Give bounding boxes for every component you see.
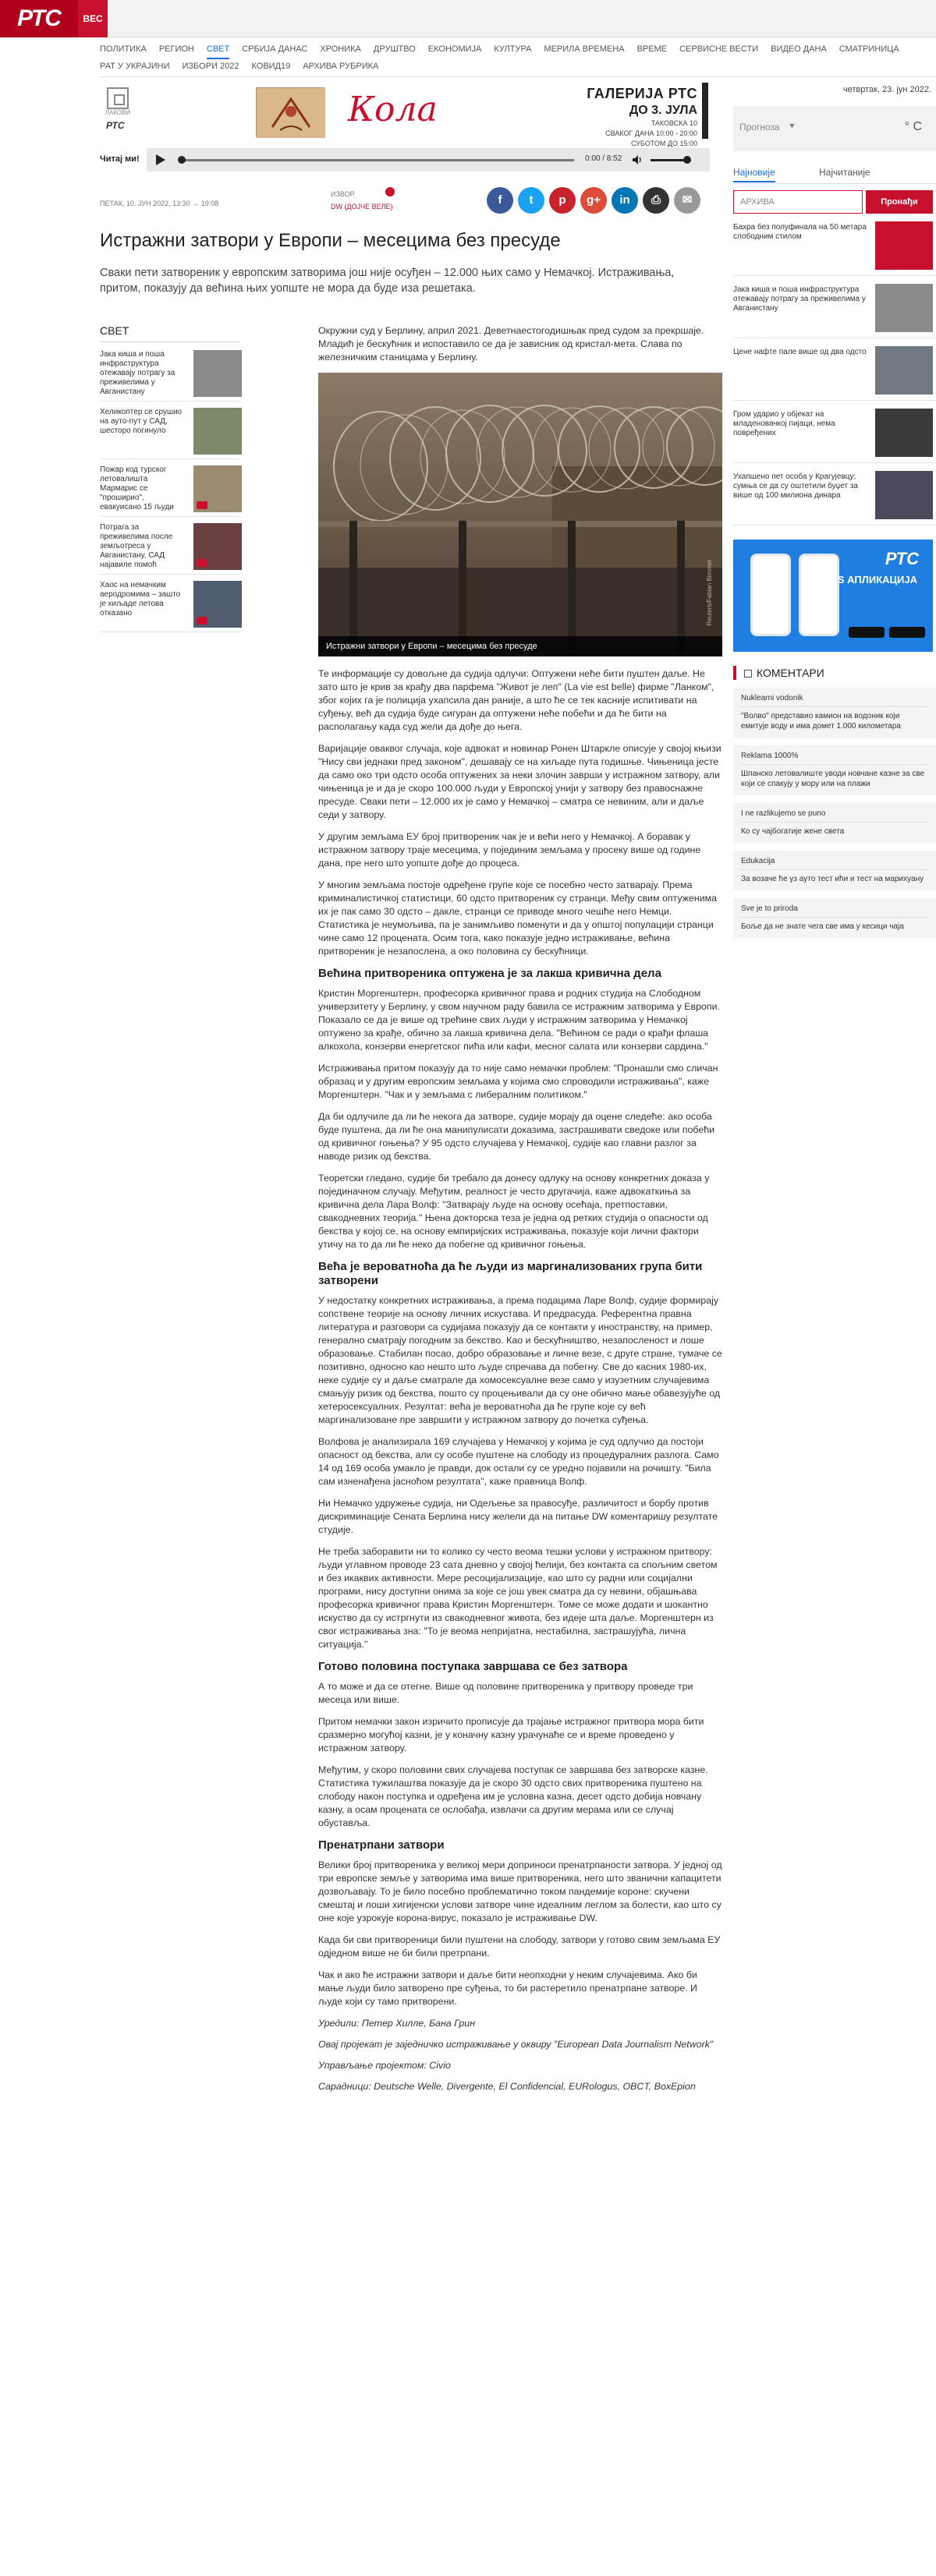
latest-news-item[interactable] xyxy=(733,221,936,276)
weather-city-select[interactable]: ▼ xyxy=(788,122,796,131)
latest-news-thumbnail xyxy=(875,346,933,395)
image-caption: Истражни затвори у Европи – месецима без пресуде xyxy=(318,636,722,656)
latest-news-item[interactable] xyxy=(733,284,936,338)
article-paragraph: Варијације оваквог случаја, које адвокат и новинар Ронен Штаркле описује у својој књизи "Нису сви једнаки пред законом", дешавају се на хиљаде пута годишње. Чињеница јесте да само око три одсто особа оптужених за неки злочин заврши у истражном затвору, али чињеница је и да је скоро 100.000 људи у Европској унији у затвору без правоснажне пресуде. Сваки пети – 12.000 их је само у Немачкој – сматра се невиним, али и даље седи у затвору. xyxy=(318,743,722,820)
latest-news-title: Ухапшено пет особа у Крагујевцу; сумња се да су оштетили буџет за више од 100 милиона динара xyxy=(733,472,858,500)
read-aloud-label: Читај ми! xyxy=(100,154,140,164)
nav-divider xyxy=(100,76,936,77)
nav-item[interactable]: ВИДЕО ДАНА xyxy=(771,44,827,54)
ad-phone-1 xyxy=(750,554,791,636)
comment-author-title: Sve je to priroda xyxy=(741,904,798,913)
twitter-share-icon[interactable]: t xyxy=(518,187,544,214)
comment-item[interactable] xyxy=(733,803,936,843)
latest-news-thumbnail xyxy=(875,221,933,270)
rts-logo[interactable]: РТС xyxy=(0,0,78,37)
latest-news-item[interactable] xyxy=(733,409,936,463)
comments-list xyxy=(733,688,936,938)
comment-article-link[interactable]: За возаче ће уз ауто тест ићи и тест на марихуану xyxy=(741,869,928,884)
article-credit-line: Овај пројекат је заједничко истраживање у оквиру "European Data Journalism Network" xyxy=(318,2039,714,2050)
top-bar xyxy=(0,0,936,37)
banner-frame-icon: ЛАКОВИ xyxy=(105,84,131,131)
sidebar-news-thumbnail xyxy=(193,581,242,628)
sidebar-list xyxy=(100,350,240,632)
audio-progress-handle[interactable] xyxy=(178,156,186,164)
nav-item[interactable]: ПОЛИТИКА xyxy=(100,44,147,54)
comment-item[interactable] xyxy=(733,745,936,795)
latest-news-title: Јака киша и поша инфраструктура отежавају потрагу за преживелима у Авганистану xyxy=(733,285,866,313)
tab-most-read[interactable]: Најчитаније xyxy=(819,167,870,178)
source-badge-icon xyxy=(385,187,395,196)
nav-item[interactable]: КУЛТУРА xyxy=(494,44,532,54)
article-title: Истражни затвори у Европи – месецима без пресуде xyxy=(100,230,561,251)
latest-news-item[interactable] xyxy=(733,346,936,401)
video-indicator-icon xyxy=(197,617,207,625)
linkedin-share-icon[interactable]: in xyxy=(612,187,638,214)
nav-item[interactable]: АРХИВА РУБРИКА xyxy=(303,62,379,71)
article-paragraph: Ни Немачко удружење судија, ни Одељење за правосуђе, различитост и борбу против дискриминације Сената Берлина нису желели да на питање DW коментаришу резултате студије. xyxy=(318,1498,718,1535)
facebook-share-icon[interactable]: f xyxy=(487,187,513,214)
article-paragraph: Да би одлучиле да ли ће некога да затворе, судије морају да оцене следеће: ако особа буде пуштена, да ли ће она манипулисати доказима, застрашивати сведоке или побећи од кривичног гоњења? У 95 одсто случајева у Немачкој, судије као главни разлог за наводе ризик од бекства. xyxy=(318,1111,715,1162)
banner-gallery-info: ГАЛЕРИЈА РТС ДО 3. ЈУЛА ТАКОВСКА 10 СВАКОГ ДАНА 10:00 - 20:00 СУБОТОМ ДО 15:00 xyxy=(587,86,697,147)
right-column xyxy=(733,81,936,938)
sidebar-news-item[interactable] xyxy=(100,523,240,575)
comment-item[interactable] xyxy=(733,688,936,738)
comment-article-link[interactable]: "Волво" представио камион на водоник који емитује воду и има домет 1.000 километара xyxy=(741,706,928,731)
nav-item[interactable]: СЕРВИСНЕ ВЕСТИ xyxy=(679,44,759,54)
article-paragraph: Истраживања притом показују да то није само немачки проблем: "Пронашли смо сличан образац и у другим европским земљама у којима смо спроводили истраживања", каже Моргенштерн. "Чак и у земљама с либералним политиком." xyxy=(318,1063,718,1100)
latest-news-list xyxy=(733,221,936,525)
banner-accent-bar xyxy=(702,83,708,139)
nav-item[interactable]: ЕКОНОМИЈА xyxy=(427,44,482,54)
nav-item[interactable]: ВРЕМЕ xyxy=(636,44,668,54)
nav-item[interactable]: КОВИД19 xyxy=(251,62,291,71)
comment-item[interactable] xyxy=(733,851,936,890)
article-paragraphs xyxy=(318,667,722,2093)
latest-news-thumbnail xyxy=(875,471,933,519)
nav-row-1 xyxy=(100,41,899,58)
banner-artwork xyxy=(256,87,324,137)
hero-image[interactable] xyxy=(318,373,722,656)
comment-author-title: Reklama 1000% xyxy=(741,752,799,760)
prison-wire-image xyxy=(318,373,722,656)
audio-progress-bar[interactable] xyxy=(181,159,574,161)
latest-news-thumbnail xyxy=(875,284,933,332)
article-paragraph: Када би сви притвореници били пуштени на слободу, затвори у готово свим земљама ЕУ одједном више не би били претрпани. xyxy=(318,1934,721,1959)
article-paragraph: Међутим, у скоро половини свих случајева поступак се завршава без затворске казне. Статистика тужилаштва показује да је скоро 30 одсто свих притвореника пуштено на слободу након поступка и одређена им је условна казна, десет одсто добија новчану казну, а осам процената се ослобађа, извлачи са другим мерама или се случај обуставља. xyxy=(318,1764,708,1828)
article-subheading: Већина притвореника оптужена је за лакша кривична дела xyxy=(318,967,661,980)
sidebar-news-thumbnail xyxy=(193,465,242,512)
search-button[interactable]: Пронађи xyxy=(866,190,933,214)
article-subheading: Пренатрпани затвори xyxy=(318,1838,445,1852)
ad-text: iOS АПЛИКАЦИЈА xyxy=(827,574,917,586)
nav-item[interactable]: ДРУШТВО xyxy=(373,44,416,54)
audio-time: 0:00 / 8:52 xyxy=(585,154,622,163)
sidebar-news-thumbnail xyxy=(193,350,242,397)
google-play-badge[interactable] xyxy=(889,627,925,638)
article-source xyxy=(331,190,393,211)
nav-item[interactable]: СМАТРИНИЦА xyxy=(838,44,899,54)
article-intro: Окружни суд у Берлину, април 2021. Деветнаестогодишњак пред судом за прекршаје. Младић је бескућник и испоставило се да је зависник од кристал-мета. Слава по железничким станицама у Берлину. xyxy=(318,325,704,363)
sidebar-news-item[interactable] xyxy=(100,465,240,517)
gallery-banner[interactable] xyxy=(100,83,710,147)
volume-icon[interactable] xyxy=(632,154,643,165)
nav-row-2 xyxy=(100,58,849,75)
banner-rts-logo: РТС xyxy=(106,120,125,131)
article-meta xyxy=(100,186,710,220)
google-plus-share-icon[interactable]: g+ xyxy=(580,187,607,214)
nav-item[interactable]: ХРОНИКА xyxy=(320,44,361,54)
logo-sub-link[interactable]: ВЕС xyxy=(78,0,108,37)
comment-author-title: Nuklearni vodonik xyxy=(741,694,803,702)
comment-article-link[interactable]: Шпанско летовалиште уводи новчане казне за све који се спакују у мору или на плажи xyxy=(741,764,928,789)
article-credit-line: Управљање пројектом: Civio xyxy=(318,2060,451,2071)
article-paragraph: Чак и ако ће истражни затвори и даље бити неопходни у неким случајевима. Ако би мање људи било затворено пре суђења, то би растеретило пренатрпане затворе. И људе који су тамо притворени. xyxy=(318,1969,697,2007)
nav-item[interactable]: МЕРИЛА ВРЕМЕНА xyxy=(544,44,625,54)
article-subheading: Већа је вероватноћа да ће људи из маргинализованих група бити затворени xyxy=(318,1260,703,1287)
article-subheading: Готово половина поступака завршава се без затвора xyxy=(318,1660,628,1673)
article-paragraph: Велики број притвореника у великој мери доприноси пренатрпаности затвора. У једној од три европске земље у затворима има више притвореника, него што званични капацитети дозвољавају. То је било посебно проблематично током пандемије короне: скучени смештај и лоши хигијенски услови затворе чине идеалним леглом за болести, као што су оне које узрокује корона-вирус, показало је истраживање DW. xyxy=(318,1859,722,1923)
archive-search xyxy=(733,190,936,214)
weather-widget xyxy=(733,106,936,151)
article-lead: Сваки пети затвореник у европским затворима још није осуђен – 12.000 њих само у Немачкој. Истраживања, притом, показују да већина њих уопште не мора да буде иза решетака. xyxy=(100,267,675,295)
weather-label: Прогноза xyxy=(739,122,780,133)
article-paragraph: Волфова је анализирала 169 случајева у Немачкој у којима је суд одлучио да постоји опасност од бекства, али су особе пуштене на слободу из процедуралних разлога. Само 14 од 169 особа умакло је правди, док остали су се уредно појавили на рочишту. "Била сам изненађена јасноћом резултата", каже правница Волф. xyxy=(318,1436,719,1487)
audio-section xyxy=(100,145,710,176)
latest-news-title: Цене нафте пале више од два одсто xyxy=(733,348,867,356)
article-paragraph: Кристин Моргенштерн, професорка кривичног права и родних студија на Слободном универзитету у Берлину, у свом научном раду бавила се истражним затворима у Европи. Показало се да је више од трећине свих људи у истражним затворима у Немачкој оптужено за крађе, обично за лакша кривична дела. "Већином се ради о крађи флаша алкохола, конзерви енергетског пића или кафи, месног салата или конзерви сардина." xyxy=(318,988,720,1052)
sidebar-news-item[interactable] xyxy=(100,408,240,459)
sidebar-news-item[interactable] xyxy=(100,581,240,632)
comments-title: КОМЕНТАРИ xyxy=(733,666,936,680)
sidebar-news-item[interactable] xyxy=(100,350,240,402)
sidebar-news-thumbnail xyxy=(193,523,242,570)
comment-icon xyxy=(744,670,752,678)
nav-item[interactable]: СРБИЈА ДАНАС xyxy=(242,44,308,54)
comment-item[interactable] xyxy=(733,898,936,938)
current-date: четвртак, 23. јун 2022. xyxy=(842,85,931,94)
volume-handle[interactable] xyxy=(683,156,691,164)
section-sidebar xyxy=(100,324,240,639)
print-share-icon[interactable]: ⎙ xyxy=(643,187,669,214)
play-icon[interactable] xyxy=(156,154,165,165)
latest-news-title: Бахра без полуфинала на 50 метара слободним стилом xyxy=(733,223,867,241)
article-paragraph: Не треба заборавити ни то колико су често веома тешки услови у истражном притвору: људи углавном проводе 23 сата дневно у својој ћелији, без контакта са спољним светом и без икаквих активности. Мере ресоцијализације, као што су радни или социјални програми, нису доступни онима за које се још увек сматра да су невини, објашњава професорка кривичног права Кристин Моргенштерн. Томе се може додати и шокантно искуство да су истргнути из свакодневног живота, без идеје шта даље. Моргенштерн из свог истраживања зна: "То је веома непријатна, нестабилна, застрашујућа, лична ситуација." xyxy=(318,1546,718,1650)
ios-app-ad[interactable] xyxy=(733,540,933,652)
source-label: ИЗВОР xyxy=(331,190,355,198)
sidebar-news-title: Пожар код турског летовалишта Мармарис се "проширио", евакуисано 15 људи xyxy=(100,465,174,511)
article-paragraph: Те информације су довољне да судија одлучи: Оптужени неће бити пуштен даље. Не зато што је крив за крађу два парфема "Живот је леп" (La vie est belle) фирме "Ланком", због којих га је полиција ухапсила дан раније, а што ће се тек касније испитивати на суђењу, већ да судија буде сигуран да оптужени неће побећи и да ће бити на располагању када суд жели да дође до њега. xyxy=(318,668,714,732)
article-paragraph: Притом немачки закон изричито прописује да трајање истражног притвора мора бити сразмерно могућој казни, је у коначну казну урачунаће се и време проведено у истражном затвору. xyxy=(318,1716,704,1753)
article-date: ПЕТАК, 10. ЈУН 2022, 13:30 → 19:08 xyxy=(100,200,219,207)
article-paragraph: У другим земљама ЕУ број притвореник чак је и већи него у Немачкој. А боравак у истражном затвору траје месецима, у појединим земљама у просеку више од године дана, пре него што уопште дође до процеса. xyxy=(318,831,701,869)
article-paragraph: У недостатку конкретних истраживања, а према подацима Ларе Волф, судије формирају сопствене теорије на основу личних искустава. И предрасуда. Референтна правна литература и разговори са судијама показују да се контакти у иностранству, на пример, генерално сматрају погодним за бекство. Као и бескућништво, незапосленост и лоше образовање. Стабилан посао, добро образовање и личне везе, с друге стране, тумаче се позитивно, односно као нешто што људе спречава да побегну. Све до касних 1980-их, неке судије су и даље сматрале да хомосексуалне везе само у изузетним случајевима смањују ризик од бекства, пошто су процењивали да су оне обично мање обавезујуће од хетеросексуалних. Резултат: већа је вероватноћа да ће групе које су већ маргинализоване пре завршити у истражном затвору до почетка суђења. xyxy=(318,1295,722,1425)
sidebar-news-title: Хаос на немачким аеродромима – зашто је хиљаде летова отказано xyxy=(100,581,181,617)
audio-player xyxy=(147,148,710,172)
sidebar-news-thumbnail xyxy=(193,408,242,455)
pinterest-share-icon[interactable]: p xyxy=(549,187,576,214)
nav-item[interactable]: СВЕТ xyxy=(207,41,229,59)
article-paragraph: У многим земљама постоје одређене групе које се посебно често затварају. Према криминалистичкој статистици, 60 одсто притвореник су странци. Међу свим оптуженима их је пак само 30 одсто – дакле, странци се приводе много чешће него Немци. Статистика је неумољива, па је занимљиво поменути и да у општој популацији странци чине само 12 процената. Осим тога, како показује једно истраживање, већина притвореник је незапослена, а око половина су бескућници. xyxy=(318,879,718,957)
sidebar-news-title: Потрага за преживелима после земљотреса у Авганистану, САД најавиле помоћ xyxy=(100,523,173,569)
article-paragraph: А то може и да се отегне. Више од половине притвореника у притвору проведе три месеца или више. xyxy=(318,1681,693,1705)
article-credit-line: Уредили: Петер Хилле, Бана Грин xyxy=(318,2018,476,2029)
article-credit-line: Сарадници: Deutsche Welle, Divergente, El Confidencial, EURologus, OBCT, BoxEpion xyxy=(318,2081,696,2092)
comment-article-link[interactable]: Ко су чајбогатије жене света xyxy=(741,822,928,837)
comment-article-link[interactable]: Боље да не знате чега све има у кесици чаја xyxy=(741,917,928,932)
latest-news-item[interactable] xyxy=(733,471,936,525)
article-body xyxy=(318,324,722,2101)
nav-item[interactable]: РАТ У УКРАЈИНИ xyxy=(100,62,170,71)
ad-phone-2 xyxy=(799,554,839,636)
tab-latest[interactable]: Најновије xyxy=(733,167,775,182)
email-share-icon[interactable]: ✉ xyxy=(674,187,700,214)
main-nav xyxy=(100,41,899,75)
nav-item[interactable]: ИЗБОРИ 2022 xyxy=(182,62,239,71)
image-credit: Reuters/Fabian Bimmer xyxy=(706,559,713,625)
source-link[interactable]: DW (ДОЈЧЕ ВЕЛЕ) xyxy=(331,203,393,211)
weather-temperature: ° C xyxy=(904,120,922,133)
sidebar-title: СВЕТ xyxy=(100,324,240,342)
banner-kola-logo: Кола xyxy=(348,90,438,129)
sidebar-news-title: Хеликоптер се срушио на ауто-пут у САД, шесторо погинуло xyxy=(100,408,183,435)
article-paragraph: Теоретски гледано, судије би требало да донесу одлуку на основу конкретних доказа у појединачном случају. Међутим, реалност је често другачија, каже адвокаткиња за кривична дела Лара Волф: "Затварају људе на основу осећаја, претпоставки, свакодневних теорија." Њена докторска теза је једна од ретких студија о опасности од бекства у којој се, на основу емпиријских истраживања, показује који лични фактори утичу на то да ли ће неко да побегне од кривичног гоњења. xyxy=(318,1173,710,1250)
app-store-badge[interactable] xyxy=(849,627,885,638)
video-indicator-icon xyxy=(197,501,207,509)
sidebar-news-title: Јака киша и поша инфраструктура отежавају потрагу за преживелима у Авганистану xyxy=(100,350,176,396)
news-tabs xyxy=(733,165,936,184)
ad-rts-logo: РТС xyxy=(885,549,919,568)
nav-item[interactable]: РЕГИОН xyxy=(158,44,194,54)
volume-slider[interactable] xyxy=(651,159,686,161)
latest-news-thumbnail xyxy=(875,409,933,457)
latest-news-title: Гром ударио у објекат на младеновачкој пијаци, нема повређених xyxy=(733,410,835,437)
comment-author-title: Edukacija xyxy=(741,857,775,865)
video-indicator-icon xyxy=(197,559,207,567)
archive-search-input[interactable]: АРХИВА xyxy=(733,190,863,214)
comment-author-title: I ne razlikujemo se puno xyxy=(741,809,826,818)
